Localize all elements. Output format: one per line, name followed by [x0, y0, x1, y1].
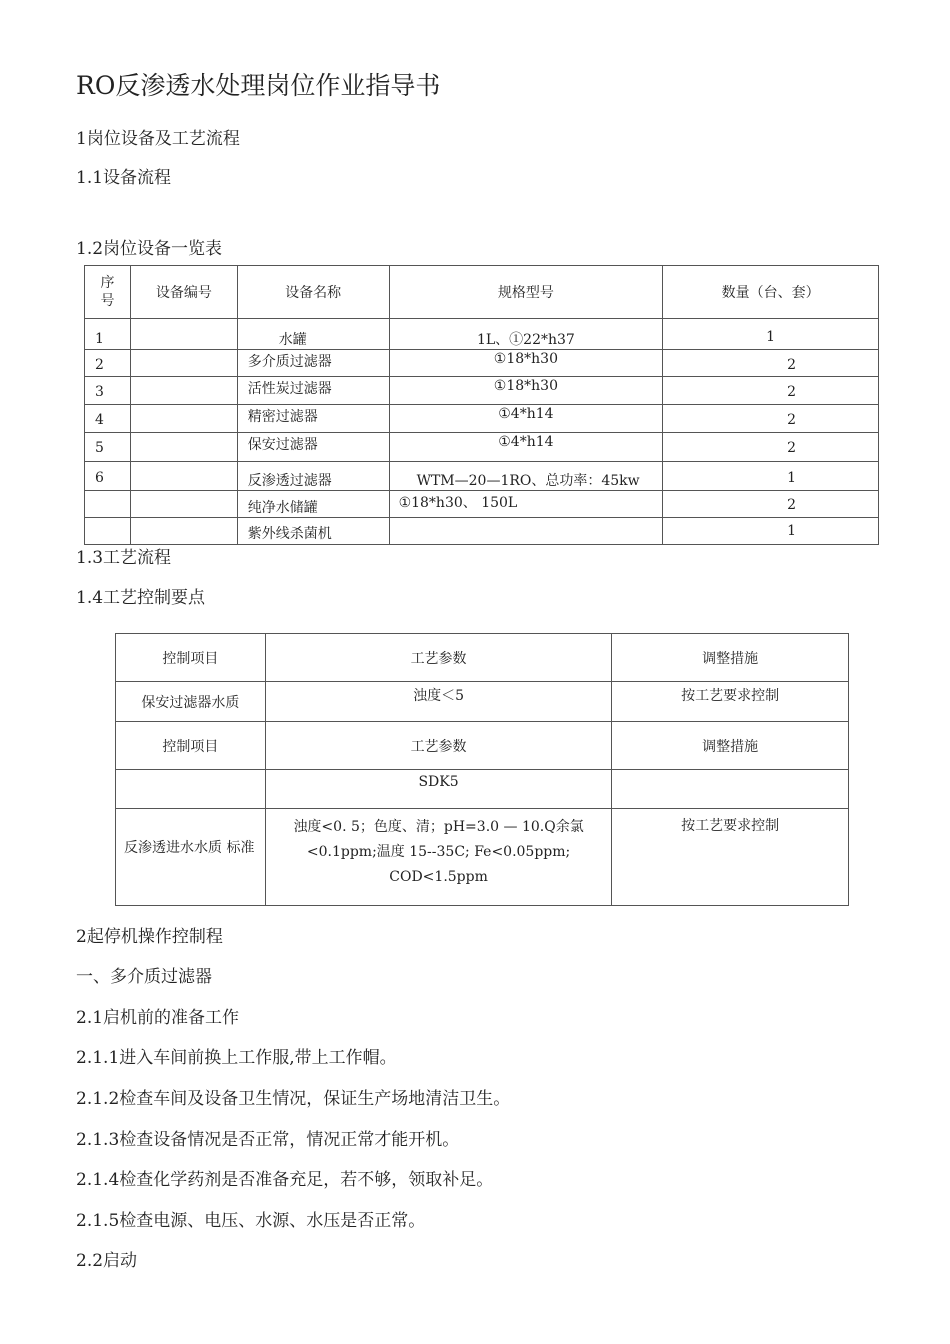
header-adjust-measure: 调整措施: [612, 722, 849, 770]
header-qty: 数量（台、套）: [663, 266, 879, 319]
row-code: [130, 350, 237, 377]
section-1-4-heading: 1.4工艺控制要点: [76, 588, 206, 608]
row-spec: ①18*h30: [389, 350, 663, 377]
row-qty: 2: [663, 405, 879, 433]
document-title: RO反渗透水处理岗位作业指导书: [76, 71, 441, 100]
header-adjust-measure: 调整措施: [612, 634, 849, 682]
table-row: [85, 377, 879, 405]
row-no: 5: [85, 433, 131, 462]
row-name: 活性炭过滤器: [237, 377, 389, 405]
process-param: 浊度＜5: [265, 682, 612, 722]
section-1-1-heading: 1.1设备流程: [76, 168, 172, 188]
header-process-param: 工艺参数: [265, 634, 612, 682]
adjust-measure: 按工艺要求控制: [612, 682, 849, 722]
header-spec: 规格型号: [389, 266, 663, 319]
row-qty: 2: [663, 433, 879, 462]
process-param: [265, 809, 612, 906]
section-1-3-heading: 1.3工艺流程: [76, 548, 172, 568]
control-table-header: [116, 722, 849, 770]
adjust-measure: 按工艺要求控制: [612, 809, 849, 906]
table-row: [116, 682, 849, 722]
param-line: 浊度<0. 5；色度、清；pH=3.0 — 10.Q余氯: [293, 819, 584, 835]
row-no: [85, 491, 131, 518]
row-spec: WTM—20—1RO、总功率：45kw: [389, 462, 663, 491]
control-table-header: [116, 634, 849, 682]
row-code: [130, 405, 237, 433]
row-code: [130, 491, 237, 518]
row-qty: 1: [663, 462, 879, 491]
row-name: 水罐: [237, 319, 389, 350]
row-spec: ①4*h14: [389, 433, 663, 462]
row-spec: [389, 518, 663, 545]
param-line: <0.1ppm;温度 15--35C; Fe<0.05ppm;: [306, 844, 571, 860]
equipment-table: [84, 265, 879, 545]
row-no: 6: [85, 462, 131, 491]
row-no: 2: [85, 350, 131, 377]
row-no: 3: [85, 377, 131, 405]
row-qty: 1: [663, 518, 879, 545]
control-item: 保安过滤器水质: [116, 682, 266, 722]
paragraph-2-1-1: 2.1.1进入车间前换上工作服,带上工作帽。: [76, 1048, 397, 1068]
section-1-2-heading: 1.2岗位设备一览表: [76, 239, 223, 259]
control-table: [115, 633, 849, 906]
row-qty: 2: [663, 350, 879, 377]
paragraph-2-1-3: 2.1.3检查设备情况是否正常，情况正常才能开机。: [76, 1130, 460, 1150]
section-2-2-heading: 2.2启动: [76, 1251, 138, 1271]
header-code: 设备编号: [130, 266, 237, 319]
row-name: 反渗透过滤器: [237, 462, 389, 491]
row-name: 精密过滤器: [237, 405, 389, 433]
header-no: 序 号: [85, 266, 131, 319]
row-code: [130, 319, 237, 350]
table-row: [85, 491, 879, 518]
row-spec: ①18*h30: [389, 377, 663, 405]
param-line: COD<1.5ppm: [389, 869, 488, 885]
table-row: [85, 462, 879, 491]
header-control-item: 控制项目: [116, 722, 266, 770]
paragraph-2-1-4: 2.1.4检查化学药剂是否准备充足，若不够，领取补足。: [76, 1170, 494, 1190]
equipment-table-header: [85, 266, 879, 319]
control-item: 反渗透进水水质 标准: [116, 809, 266, 906]
row-spec: 1L、①22*h37: [389, 319, 663, 350]
row-code: [130, 377, 237, 405]
row-name: 纯净水储罐: [237, 491, 389, 518]
row-name: 多介质过滤器: [237, 350, 389, 377]
table-row: [85, 350, 879, 377]
row-name: 保安过滤器: [237, 433, 389, 462]
row-no: [85, 518, 131, 545]
row-spec: ①18*h30、 150L: [389, 491, 663, 518]
section-1-heading: 1岗位设备及工艺流程: [76, 129, 240, 149]
section-2-1-heading: 2.1启机前的准备工作: [76, 1008, 240, 1028]
row-code: [130, 433, 237, 462]
row-spec: ①4*h14: [389, 405, 663, 433]
adjust-measure: [612, 770, 849, 809]
row-code: [130, 462, 237, 491]
row-name: 紫外线杀菌机: [237, 518, 389, 545]
paragraph-2-1-5: 2.1.5检查电源、电压、水源、水压是否正常。: [76, 1211, 426, 1231]
header-control-item: 控制项目: [116, 634, 266, 682]
row-qty: 2: [663, 377, 879, 405]
row-qty: 1: [663, 319, 879, 350]
process-param: SDK5: [265, 770, 612, 809]
row-qty: 2: [663, 491, 879, 518]
table-row: [116, 770, 849, 809]
table-row: [85, 433, 879, 462]
header-name: 设备名称: [237, 266, 389, 319]
row-no: 4: [85, 405, 131, 433]
paragraph-2-1-2: 2.1.2检查车间及设备卫生情况，保证生产场地清洁卫生。: [76, 1089, 511, 1109]
table-row: [85, 518, 879, 545]
section-2-subheading: 一、多介质过滤器: [76, 967, 212, 987]
row-no: 1: [85, 319, 131, 350]
header-process-param: 工艺参数: [265, 722, 612, 770]
table-row: [85, 319, 879, 350]
row-code: [130, 518, 237, 545]
table-row: [116, 809, 849, 906]
section-2-heading: 2起停机操作控制程: [76, 927, 223, 947]
table-row: [85, 405, 879, 433]
control-item: [116, 770, 266, 809]
